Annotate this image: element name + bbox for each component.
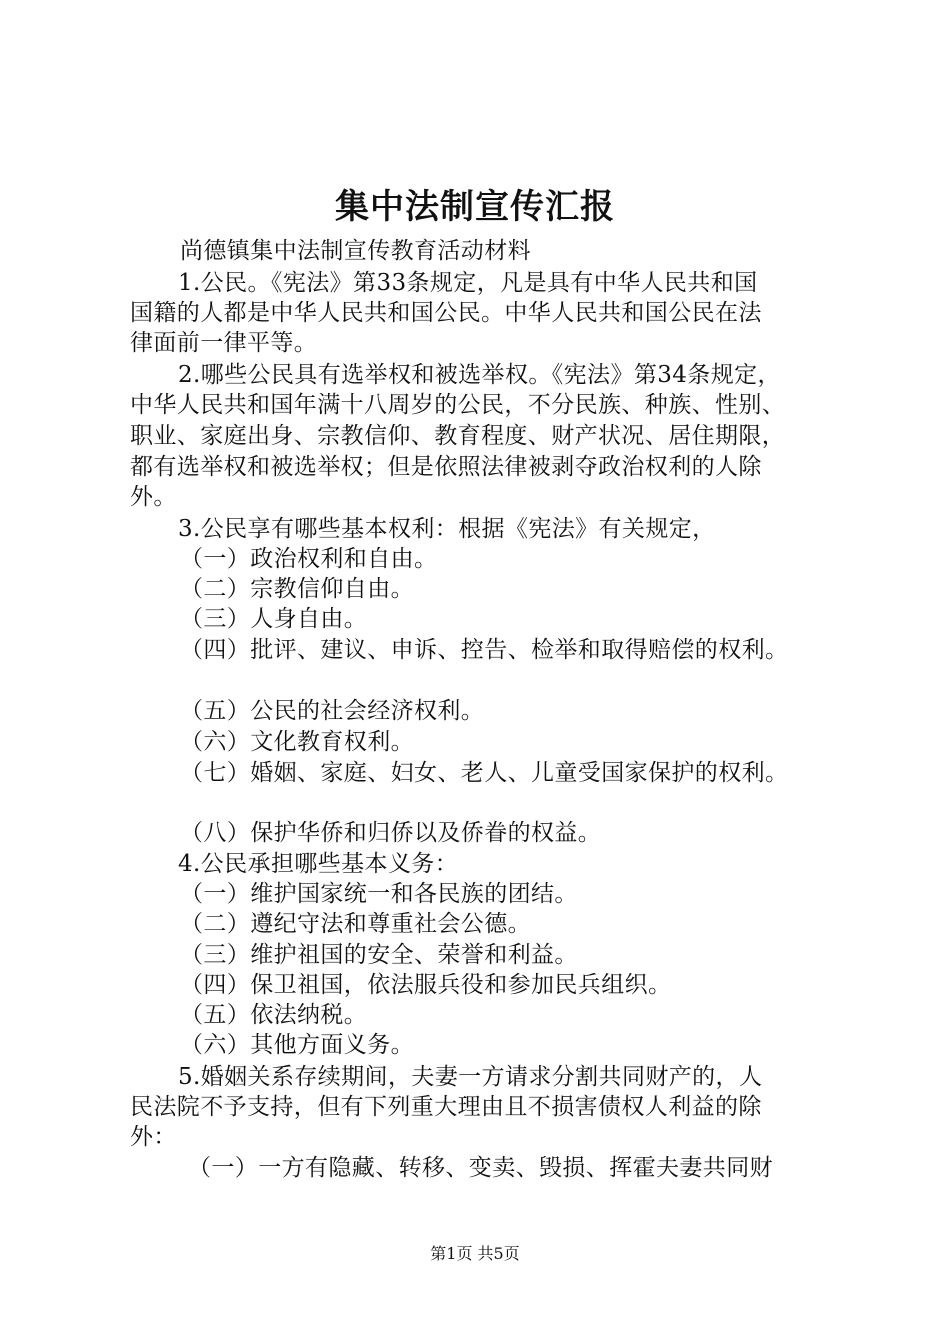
list-item: （五）公民的社会经济权利。 [180,698,485,724]
paragraph-line: 职业、家庭出身、宗教信仰、教育程度、财产状况、居住期限， [130,423,786,449]
paragraph-line: 都有选举权和被选举权；但是依照法律被剥夺政治权利的人除 [130,454,762,480]
list-item: （七）婚姻、家庭、妇女、老人、儿童受国家保护的权利。 [180,760,789,786]
list-item: （四）批评、建议、申诉、控告、检举和取得赔偿的权利。 [180,637,789,663]
list-item: （一）维护国家统一和各民族的团结。 [180,881,578,907]
paragraph-line: 4.公民承担哪些基本义务： [178,851,459,877]
paragraph-line: 3.公民享有哪些基本权利：根据《宪法》有关规定， [178,516,716,542]
list-item: （三）人身自由。 [180,606,368,632]
list-item: （六）其他方面义务。 [180,1032,414,1058]
paragraph-line: 民法院不予支持，但有下列重大理由且不损害债权人利益的除 [130,1094,762,1120]
list-item: （四）保卫祖国，依法服兵役和参加民兵组织。 [180,972,672,998]
paragraph-line: 律面前一律平等。 [130,330,318,356]
list-item: （二）宗教信仰自由。 [180,576,414,602]
page-title: 集中法制宣传汇报 [335,187,615,227]
subtitle-line: 尚德镇集中法制宣传教育活动材料 [180,238,531,264]
list-item: （五）依法纳税。 [180,1002,368,1028]
paragraph-line: 2.哪些公民具有选举权和被选举权。《宪法》第34条规定， [178,362,781,388]
paragraph-line: 外： [130,1124,177,1150]
paragraph-line: 中华人民共和国年满十八周岁的公民，不分民族、种族、性别、 [130,392,786,418]
list-item: （一）政治权利和自由。 [180,546,438,572]
list-item: （六）文化教育权利。 [180,729,414,755]
paragraph-line: 1.公民。《宪法》第33条规定，凡是具有中华人民共和国 [178,270,758,296]
list-item: （八）保护华侨和归侨以及侨眷的权益。 [180,820,602,846]
list-item: （二）遵纪守法和尊重社会公德。 [180,911,531,937]
list-item: （三）维护祖国的安全、荣誉和利益。 [180,942,578,968]
paragraph-line: 外。 [130,484,177,510]
paragraph-line: 5.婚姻关系存续期间，夫妻一方请求分割共同财产的，人 [178,1064,763,1090]
list-item: （一）一方有隐藏、转移、变卖、毁损、挥霍夫妻共同财 [188,1155,773,1181]
paragraph-line: 国籍的人都是中华人民共和国公民。中华人民共和国公民在法 [130,300,762,326]
page-footer: 第1页 共5页 [430,1244,520,1263]
